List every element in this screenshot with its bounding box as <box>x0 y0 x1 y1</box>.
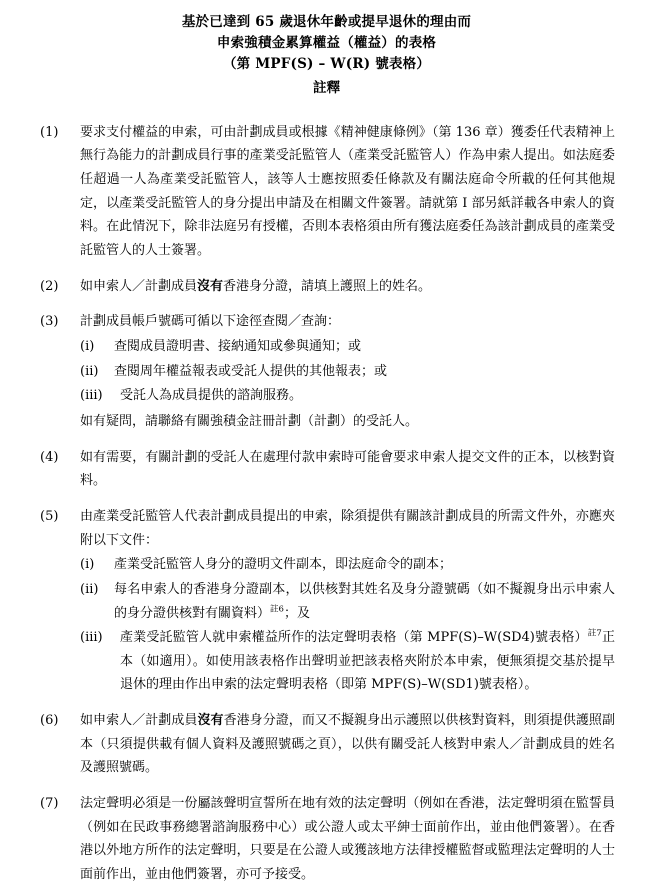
note-subitem-3-i <box>80 335 615 359</box>
note-item-3 <box>38 310 615 433</box>
note-number-7: (7) <box>40 796 59 812</box>
note-paragraph-4: 如有需要，有關計劃的受託人在處理付款申索時可能會要求申索人提交文件的正本，以核對資料。 <box>80 449 615 489</box>
note-submarker-5-ii: (ii) <box>80 581 99 597</box>
note-item-1 <box>38 121 615 263</box>
note-subitem-3-ii <box>80 360 615 384</box>
note-submarker-3-i: (i) <box>80 338 95 354</box>
note-number-5: (5) <box>40 508 59 524</box>
title-line-1: 基於已達到 65 歲退休年齡或提早退休的理由而 <box>181 14 472 30</box>
note-body-3 <box>80 310 615 433</box>
note-submarker-3-ii: (ii) <box>80 363 99 379</box>
note-item-2 <box>38 275 615 299</box>
note-heading: 註釋 <box>313 79 340 96</box>
note-item-5 <box>38 505 615 697</box>
note-number-2: (2) <box>40 278 59 294</box>
note-body-1 <box>80 121 615 263</box>
note-subitem-5-ii <box>80 578 615 625</box>
note-subtext-5-ii: 每名申索人的香港身分證副本，以供核對其姓名及身分證號碼（如不擬親身出示申索人的身分證供核對有關資料）$^{註6}$；及 <box>114 581 615 621</box>
note-paragraph-2: 如申索人／計劃成員沒有香港身分證，請填上護照上的姓名。 <box>80 278 432 294</box>
note-item-4 <box>38 446 615 493</box>
emphasis-term-6: 沒有 <box>197 713 224 729</box>
note-subitem-5-iii <box>80 626 615 697</box>
emphasis-term-2: 沒有 <box>197 278 224 294</box>
note-submarker-5-iii: (iii) <box>80 630 103 646</box>
note-number-6: (6) <box>40 713 59 729</box>
footnote-marker-7: 註7 <box>587 628 602 639</box>
note-number-3: (3) <box>40 314 59 330</box>
note-subtext-3-i: 查閱成員證明書、接納通知或參與通知；或 <box>114 338 362 354</box>
note-submarker-5-i: (i) <box>80 557 95 573</box>
note-body-2 <box>80 275 615 299</box>
note-subtext-3-ii: 查閱周年權益報表或受託人提供的其他報表；或 <box>114 363 388 379</box>
notes-list <box>38 121 615 887</box>
note-item-7 <box>38 792 615 887</box>
title-line-3: （第 MPF(S) – W(R) 號表格） <box>222 55 431 72</box>
note-number-4: (4) <box>40 449 59 465</box>
note-body-7 <box>80 792 615 887</box>
note-body-4 <box>80 446 615 493</box>
note-subtext-5-i: 產業受託監管人身分的證明文件副本，即法庭命令的副本； <box>114 557 453 573</box>
note-body-6 <box>80 709 615 780</box>
note-paragraph-1: 要求支付權益的申索，可由計劃成員或根據《精神健康條例》（第 136 章）獲委任代表精神上無行為能力的計劃成員行事的產業受託監管人（產業受託監管人）作為申索人提出。如法庭委任超過一人為產業受託監管人，該等人士應按照委任條款及有關法庭命令所載的任何其他規定，以產業受託監管人的身分提出申請及在相關文件簽署。請就第 I 部另紙詳載各申索人的資料。在此情況下，除非法庭另有授權，否則本表格須由所有獲法庭委任為該計劃成員的產業受託監管人的人士簽署。 <box>80 124 615 258</box>
note-item-6 <box>38 709 615 780</box>
note-subtext-3-iii: 受託人為成員提供的諮詢服務。 <box>120 388 303 404</box>
note-paragraph-6: 如申索人／計劃成員沒有香港身分證，而又不擬親身出示護照以供核對資料，則須提供護照副本（只須提供載有個人資料及護照號碼之頁），以供有關受託人核對申索人／計劃成員的姓名及護照號碼。 <box>80 713 615 776</box>
title-line-2: 申索強積金累算權益（權益）的表格 <box>216 34 437 51</box>
footnote-marker-6: 註6 <box>270 604 284 615</box>
note-subtext-5-iii: 產業受託監管人就申索權益所作的法定聲明表格（第 MPF(S)–W(SD4)號表格）$^{註7}$正本（如適用）。如使用該表格作出聲明並把該表格夾附於本申索，便無須提交基於提早退休的理由作出申索的法定聲明表格（即第 MPF(S)–W(SD1)號表格）。 <box>120 628 615 693</box>
note-subitem-5-i <box>80 553 615 577</box>
note-submarker-3-iii: (iii) <box>80 388 103 404</box>
note-closing-3: 如有疑問，請聯絡有關強積金註冊計劃（計劃）的受託人。 <box>80 413 419 429</box>
note-sublist-3 <box>80 335 615 408</box>
note-number-1: (1) <box>40 124 59 140</box>
document-title <box>38 12 615 99</box>
note-lead-5: 由產業受託監管人代表計劃成員提出的申索，除須提供有關該計劃成員的所需文件外，亦應夾附以下文件： <box>80 508 615 548</box>
note-body-5 <box>80 505 615 697</box>
note-sublist-5 <box>80 553 615 697</box>
note-subitem-3-iii <box>80 384 615 408</box>
note-lead-3: 計劃成員帳戶號碼可循以下途徑查閱／查詢： <box>80 314 341 330</box>
note-paragraph-7: 法定聲明必須是一份屬該聲明宣誓所在地有效的法定聲明（例如在香港，法定聲明須在監誓員（例如在民政事務總署諮詢服務中心）或公證人或太平紳士面前作出，並由他們簽署）。在香港以外地方所作的法定聲明，只要是在公證人或獲該地方法律授權監督或監理法定聲明的人士面前作出，並由他們簽署，亦可予接受。 <box>80 796 615 883</box>
